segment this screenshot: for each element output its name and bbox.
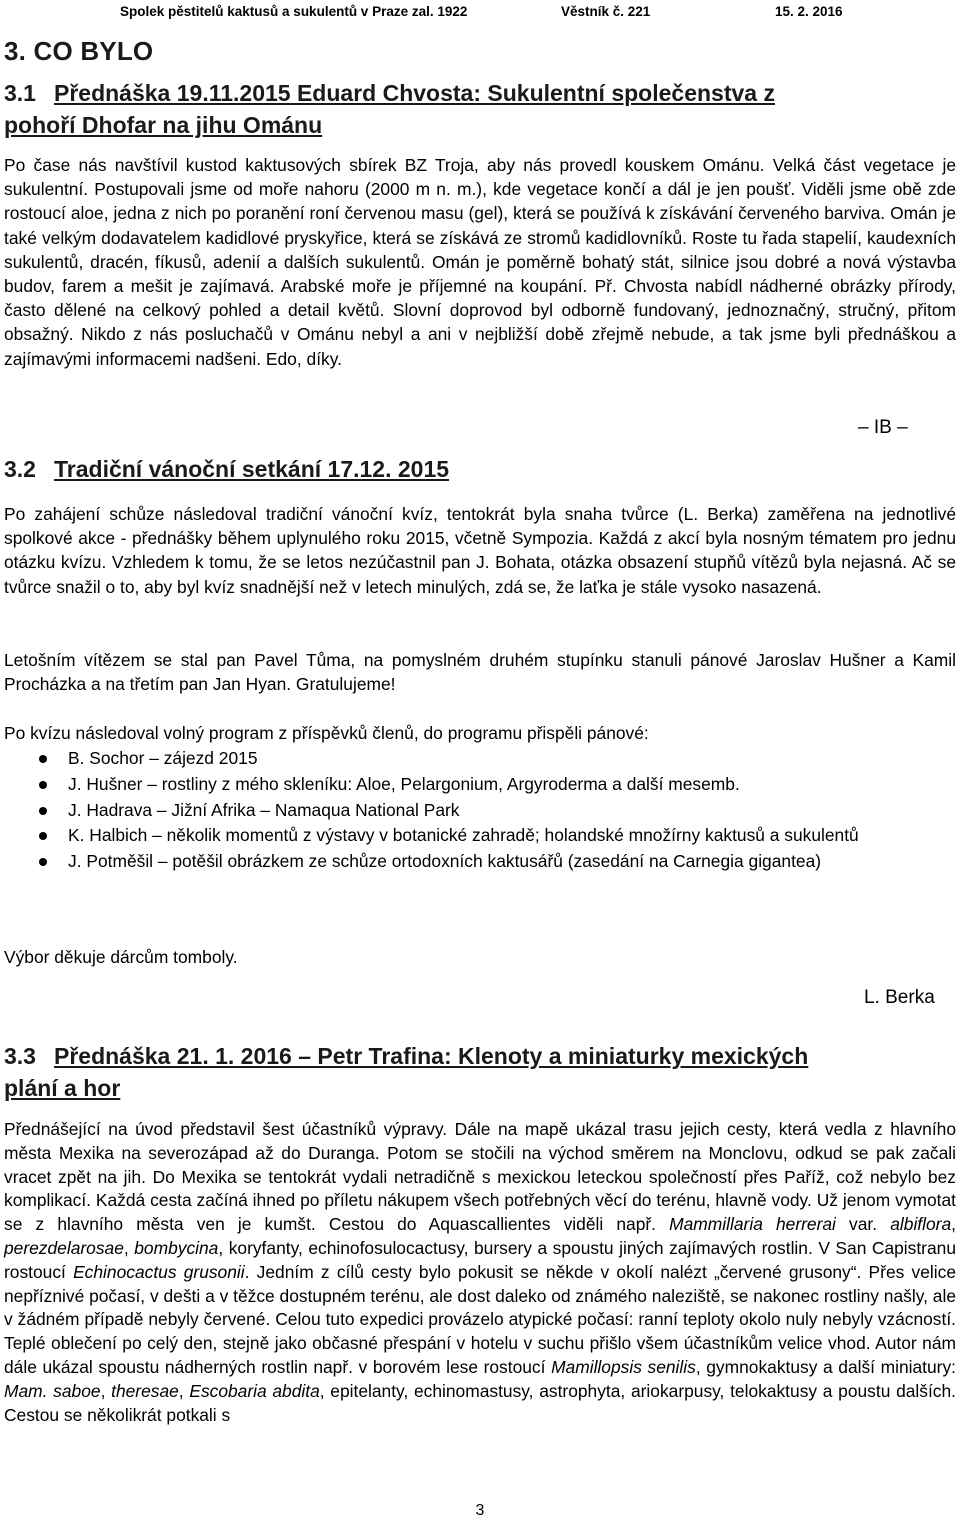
- bullet-icon: [39, 858, 47, 866]
- subsection-number: 3.2: [4, 456, 36, 482]
- paragraph-text: Přednášející na úvod představil šest účastníků výpravy. Dále na mapě ukázal trasu jejich cesty, která vedla z hlavního města Mexika na severozápad až do Duranga. Potom se stočili na východ směrem na Monclovu, odkud se pak začali vracet zpět na jih. Do Mexika se tentokrát vydali netradičně s mexickou leteckou společností přes Paříž, což nebylo bez komplikací. Každá cesta začíná ihned po příletu nákupem všech potřebných věcí do terénu, hlavně vody. Už jenom vymotat se z hlavního města ven je kumšt. Cestou do Aquascallientes viděli např. Mammillaria herrerai var. albiflora, perezdelarosae, bombycina, koryfanty, echinofosulocactusy, bursery a spoustu jiných zajímavých rostlin. V San Capistranu rostoucí Echinocactus grusonii. Jedním z cílů cesty bylo pokusit se někde v okolí nalézt „červené grusony“. Přes velice nepříznivé počasí, v dešti a v těžce dostupném terénu, ale dost daleko od známého naleziště, se nakonec rostliny našly, ale v žádném případě nebyly červené. Celou tuto expedici provázelo atypické počasí: ranní teploty okolo nuly nebyly vzácností. Teplé oblečení po celý den, stejně jako občasné přespání v hotelu v suchu přišlo všem účastníkům velice vhod. Autor nám dále ukázal spoustu nádherných rostlin např. v borovém lese rostoucí Mamillopsis senilis, gymnokaktusy a další miniatury: Mam. saboe, theresae, Escobaria abdita, epitelanty, echinomastusy, astrophyta, ariokarpusy, telokaktusy a poustu dalších. Cestou se několikrát potkali s: [4, 1119, 957, 1425]
- list-item: J. Hadrava – Jižní Afrika – Namaqua National Park: [4, 798, 956, 822]
- list-item: J. Hušner – rostliny z mého skleníku: Aloe, Pelargonium, Argyroderma a další mesemb.: [4, 772, 956, 796]
- bullet-icon: [39, 832, 47, 840]
- taxon-name: bombycina: [134, 1237, 219, 1258]
- paragraph-3-3: [4, 1118, 956, 1427]
- subsection-title-line: Tradiční vánoční setkání 17.12. 2015: [54, 456, 450, 482]
- taxon-name: Mam. saboe: [4, 1380, 101, 1401]
- taxon-name: theresae: [111, 1380, 179, 1401]
- section-title: 3. CO BYLO: [4, 36, 154, 66]
- taxon-name: Escobaria abdita: [189, 1380, 320, 1401]
- paragraph-3-2-thanks: [4, 945, 956, 969]
- bullet-icon: [39, 781, 47, 789]
- taxon-name: Echinocactus grusonii: [73, 1261, 245, 1282]
- subsection-title-line: Přednáška 21. 1. 2016 – Petr Trafina: Klenoty a miniaturky mexických: [54, 1043, 809, 1069]
- taxon-name: Mamillopsis senilis: [551, 1356, 696, 1377]
- contributors-list: [4, 746, 956, 875]
- paragraph-3-1: [4, 153, 956, 371]
- taxon-name: Mammillaria herrerai: [669, 1214, 836, 1235]
- paragraph-3-2-program: [4, 721, 956, 745]
- header-org: Spolek pěstitelů kaktusů a sukulentů v Praze zal. 1922: [120, 4, 468, 19]
- list-item: J. Potměšil – potěšil obrázkem ze schůze ortodoxních kaktusářů (zasedání na Carnegia gigantea): [4, 849, 956, 873]
- paragraph-text: Po kvízu následoval volný program z příspěvků členů, do programu přispěli pánové:: [4, 723, 649, 743]
- paragraph-text: Výbor děkuje dárcům tomboly.: [4, 947, 238, 967]
- subsection-number: 3.3: [4, 1043, 36, 1069]
- list-item: K. Halbich – několik momentů z výstavy v botanické zahradě; holandské množírny kaktusů a sukulentů: [4, 823, 956, 847]
- bullet-icon: [39, 807, 47, 815]
- header-date: 15. 2. 2016: [775, 4, 843, 19]
- list-item: B. Sochor – zájezd 2015: [4, 746, 956, 770]
- taxon-name: albiflora: [890, 1214, 952, 1235]
- paragraph-text: Po čase nás navštívil kustod kaktusových sbírek BZ Troja, aby nás provedl kouskem Ománu. Velká část vegetace je sukulentní. Postupovali jsme od moře nahoru (2000 m n. m.), kde vegetace končí a dál je jen poušť. Viděli jsme obě zde rostoucí aloe, jedna z nich po poranění roní červenou masu (gel), která se používá k získávání červeného barviva. Omán je také velkým dodavatelem kadidlové pryskyřice, která se získává ze stromů kadidlovníků. Roste tu řada stapelií, kaudexních sukulentů, dracén, fíkusů, adenií a dalších sukulentů. Omán je poměrně bohatý stát, silnice jsou dobré a nová výstavba budov, farem a mešit je zajímavá. Arabské moře je příjemné na koupání. Př. Chvosta nabídl nádherné obrázky přírody, často dělené na celkový pohled a detail květů. Slovní doprovod byl odborně fundovaný, jednoznačný, stručný, přitom obsažný. Nikdo z nás posluchačů v Ománu nebyl a ani v nejbližší době zřejmě nebude, a tak jsme byli přednáškou a zajímavými informacemi nadšeni. Edo, díky.: [4, 155, 956, 369]
- subsection-title-line: plání a hor: [4, 1075, 121, 1101]
- header-journal: Věstník č. 221: [561, 4, 651, 19]
- page-number: 3: [475, 1502, 485, 1519]
- subsection-title-line: pohoří Dhofar na jihu Ománu: [4, 112, 323, 138]
- paragraph-text: Po zahájení schůze následoval tradiční vánoční kvíz, tentokrát byla snaha tvůrce (L. Berka) zaměřena na jednotlivé spolkové akce - přednášky během uplynulého roku 2015, včetně Sympozia. Každá z akcí byla nosným tématem pro jednu otázku kvízu. Vzhledem k tomu, že se letos nezúčastnil pan J. Bohata, otázka obsazení stupňů vítězů byla nejasná. Ač se tvůrce snažil o to, aby byl kvíz snadnější než v letech minulých, zdá se, že laťka je stále vysoko nasazená.: [4, 504, 956, 597]
- subsection-heading-3-1: [4, 77, 775, 141]
- subsection-title-line: Přednáška 19.11.2015 Eduard Chvosta: Sukulentní společenstva z: [54, 80, 775, 106]
- subsection-heading-3-3: [4, 1040, 808, 1104]
- signature-berka: L. Berka: [864, 987, 935, 1008]
- paragraph-3-2-quiz: [4, 502, 956, 599]
- subsection-number: 3.1: [4, 80, 36, 106]
- paragraph-3-2-winners: [4, 648, 956, 696]
- subsection-heading-3-2: [4, 453, 449, 485]
- bullet-icon: [39, 755, 47, 763]
- signature-ib: – IB –: [858, 417, 908, 438]
- paragraph-text: Letošním vítězem se stal pan Pavel Tůma, na pomyslném druhém stupínku stanuli pánové Jaroslav Hušner a Kamil Procházka a na třetím pan Jan Hyan. Gratulujeme!: [4, 650, 956, 695]
- taxon-name: perezdelarosae: [4, 1237, 124, 1258]
